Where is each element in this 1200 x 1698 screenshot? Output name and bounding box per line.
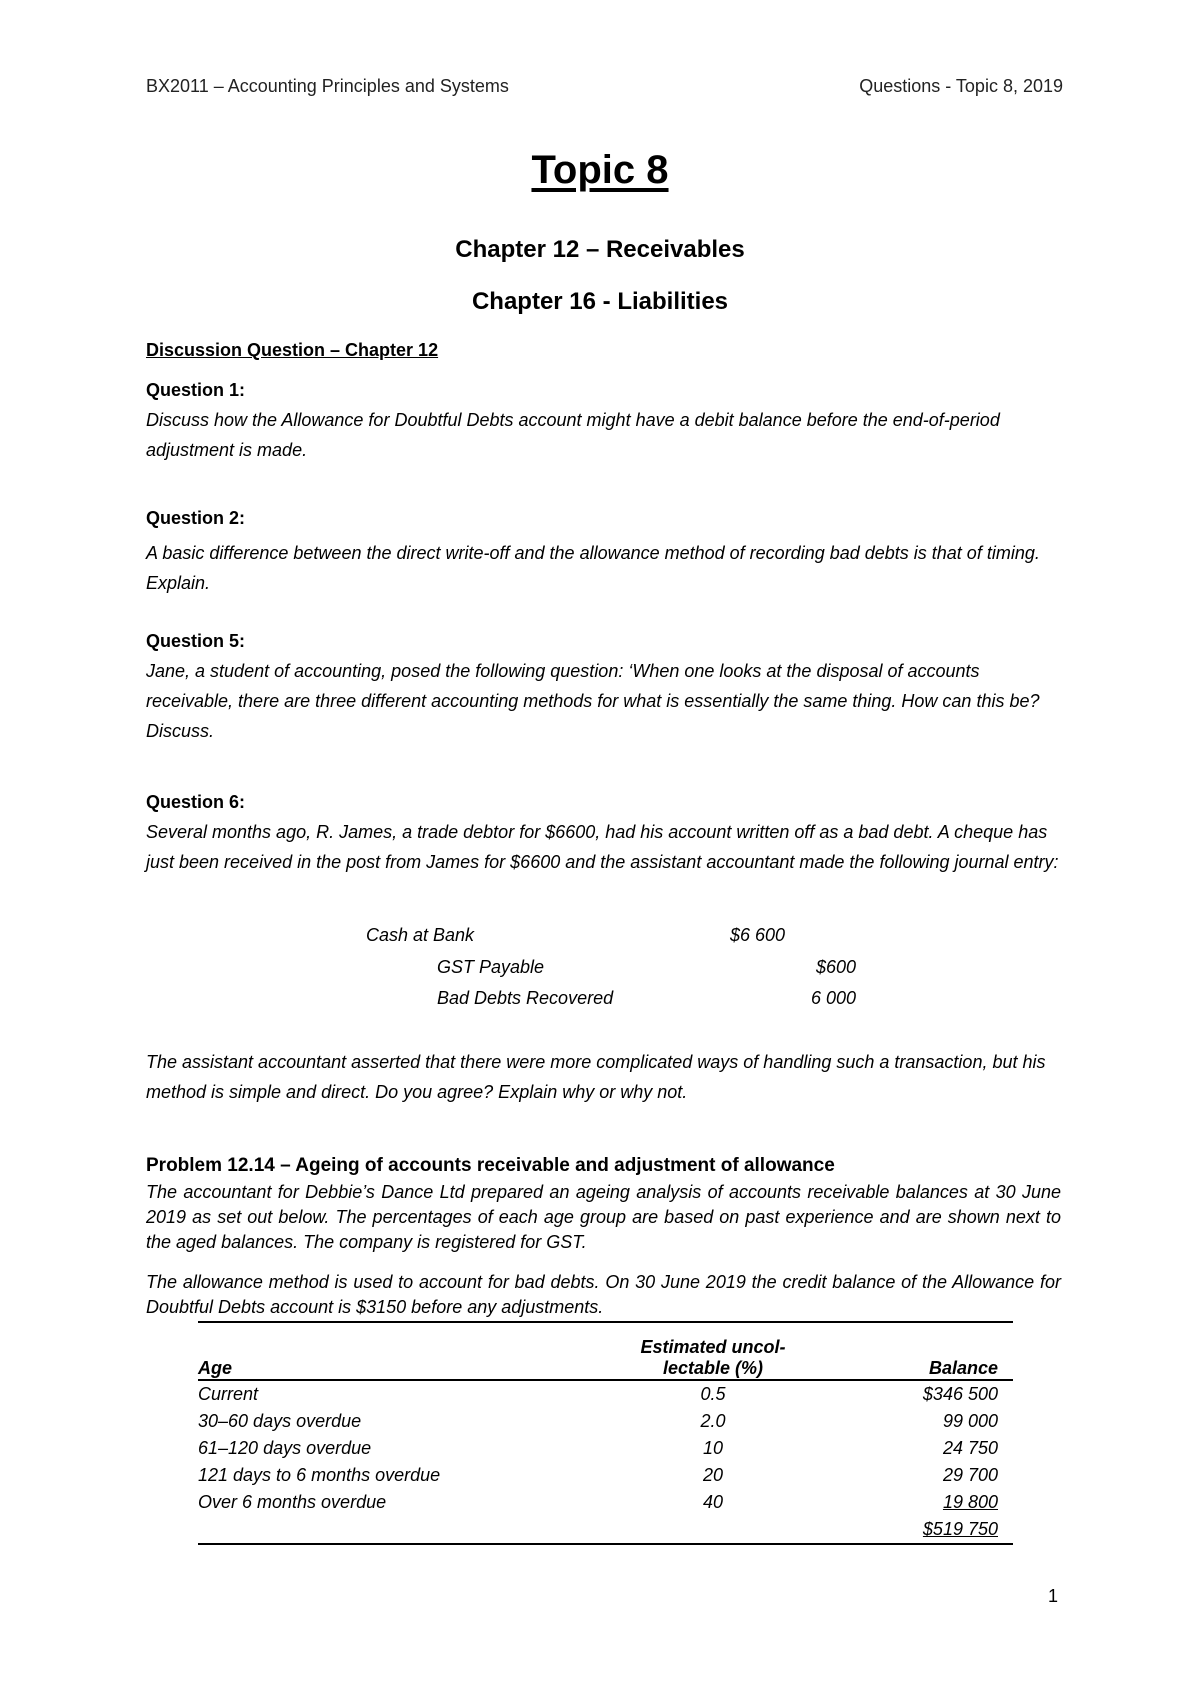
row-balance-cell bbox=[808, 1489, 1013, 1516]
table-row bbox=[198, 1408, 1013, 1435]
row-balance: $346 500 bbox=[922, 1384, 998, 1404]
row-balance: 19 800 bbox=[942, 1492, 998, 1512]
total-spacer bbox=[618, 1516, 808, 1544]
header-pct-line-1: Estimated uncol- bbox=[640, 1337, 786, 1357]
row-age: Current bbox=[198, 1384, 259, 1404]
header-age: Age bbox=[198, 1322, 618, 1380]
question-5-label: Question 5: bbox=[146, 631, 246, 651]
question-6-followup: The assistant accountant asserted that there were more complicated ways of handling such a transaction, but his method is simple and direct. Do you agree? Explain why or why not. bbox=[146, 1052, 1046, 1102]
question-2-text: A basic difference between the direct write-off and the allowance method of recording bad debts is that of timing. Explain. bbox=[146, 543, 1040, 593]
journal-credit-recovered-amount: 6 000 bbox=[810, 988, 856, 1008]
row-age: Over 6 months overdue bbox=[198, 1492, 387, 1512]
row-balance: 24 750 bbox=[942, 1438, 998, 1458]
total-spacer bbox=[198, 1516, 618, 1544]
row-balance: 99 000 bbox=[942, 1411, 998, 1431]
table-total-row bbox=[198, 1516, 1013, 1544]
ageing-table bbox=[198, 1321, 1013, 1545]
total-balance: $519 750 bbox=[922, 1519, 998, 1539]
row-pct: 2.0 bbox=[700, 1411, 726, 1431]
row-age: 121 days to 6 months overdue bbox=[198, 1465, 441, 1485]
row-pct: 20 bbox=[702, 1465, 724, 1485]
journal-credit-gst-amount: $600 bbox=[815, 957, 856, 977]
header-pct-line-2: lectable (%) bbox=[662, 1358, 764, 1378]
table-row bbox=[198, 1462, 1013, 1489]
table-header-row bbox=[198, 1322, 1013, 1380]
problem-paragraph-1: The accountant for Debbie’s Dance Ltd prepared an ageing analysis of accounts receivable balances at 30 June 2019 as set out below. The percentages of each age group are based on past experience and are shown next to the aged balances. The company is registered for GST. bbox=[146, 1182, 1061, 1252]
problem-paragraph-2: The allowance method is used to account for bad debts. On 30 June 2019 the credit balance of the Allowance for Doubtful Debts account is $3150 before any adjustments. bbox=[146, 1272, 1061, 1317]
journal-debit-amount: $6 600 bbox=[730, 925, 786, 945]
question-1-text: Discuss how the Allowance for Doubtful Debts account might have a debit balance before the end-of-period adjustment is made. bbox=[146, 410, 1000, 460]
row-pct: 40 bbox=[702, 1492, 724, 1512]
page-number: 1 bbox=[1048, 1586, 1059, 1606]
header-balance: Balance bbox=[808, 1322, 1013, 1380]
question-1-label: Question 1: bbox=[146, 380, 246, 400]
journal-credit-recovered-account: Bad Debts Recovered bbox=[437, 988, 614, 1008]
discussion-heading: Discussion Question – Chapter 12 bbox=[146, 340, 439, 360]
question-6-label: Question 6: bbox=[146, 792, 246, 812]
total-balance-cell bbox=[808, 1516, 1013, 1544]
journal-debit-account: Cash at Bank bbox=[366, 925, 475, 945]
table-row bbox=[198, 1435, 1013, 1462]
chapter-heading-16: Chapter 16 - Liabilities bbox=[471, 288, 729, 315]
page-title: Topic 8 bbox=[531, 148, 669, 192]
header-course-title: BX2011 – Accounting Principles and Systems bbox=[146, 76, 509, 96]
row-age: 61–120 days overdue bbox=[198, 1438, 372, 1458]
header-estimated-uncollectable bbox=[618, 1322, 808, 1380]
row-pct: 10 bbox=[702, 1438, 724, 1458]
row-pct: 0.5 bbox=[700, 1384, 726, 1404]
question-2-label: Question 2: bbox=[146, 508, 246, 528]
question-6-text: Several months ago, R. James, a trade debtor for $6600, had his account written off as a bad debt. A cheque has just been received in the post from James for $6600 and the assistant accountant made the following journal entry: bbox=[146, 822, 1059, 872]
chapter-heading-12: Chapter 12 – Receivables bbox=[455, 236, 745, 263]
question-5-text: Jane, a student of accounting, posed the following question: ‘When one looks at the disposal of accounts receivable, there are three different accounting methods for what is essentially the same thing. How can this be? Discuss. bbox=[146, 661, 1040, 741]
header-document-label: Questions - Topic 8, 2019 bbox=[859, 76, 1063, 96]
row-age: 30–60 days overdue bbox=[198, 1411, 362, 1431]
problem-heading: Problem 12.14 – Ageing of accounts receivable and adjustment of allowance bbox=[146, 1155, 835, 1176]
journal-credit-gst-account: GST Payable bbox=[437, 957, 545, 977]
table-row bbox=[198, 1380, 1013, 1408]
row-balance: 29 700 bbox=[942, 1465, 998, 1485]
table-row bbox=[198, 1489, 1013, 1516]
